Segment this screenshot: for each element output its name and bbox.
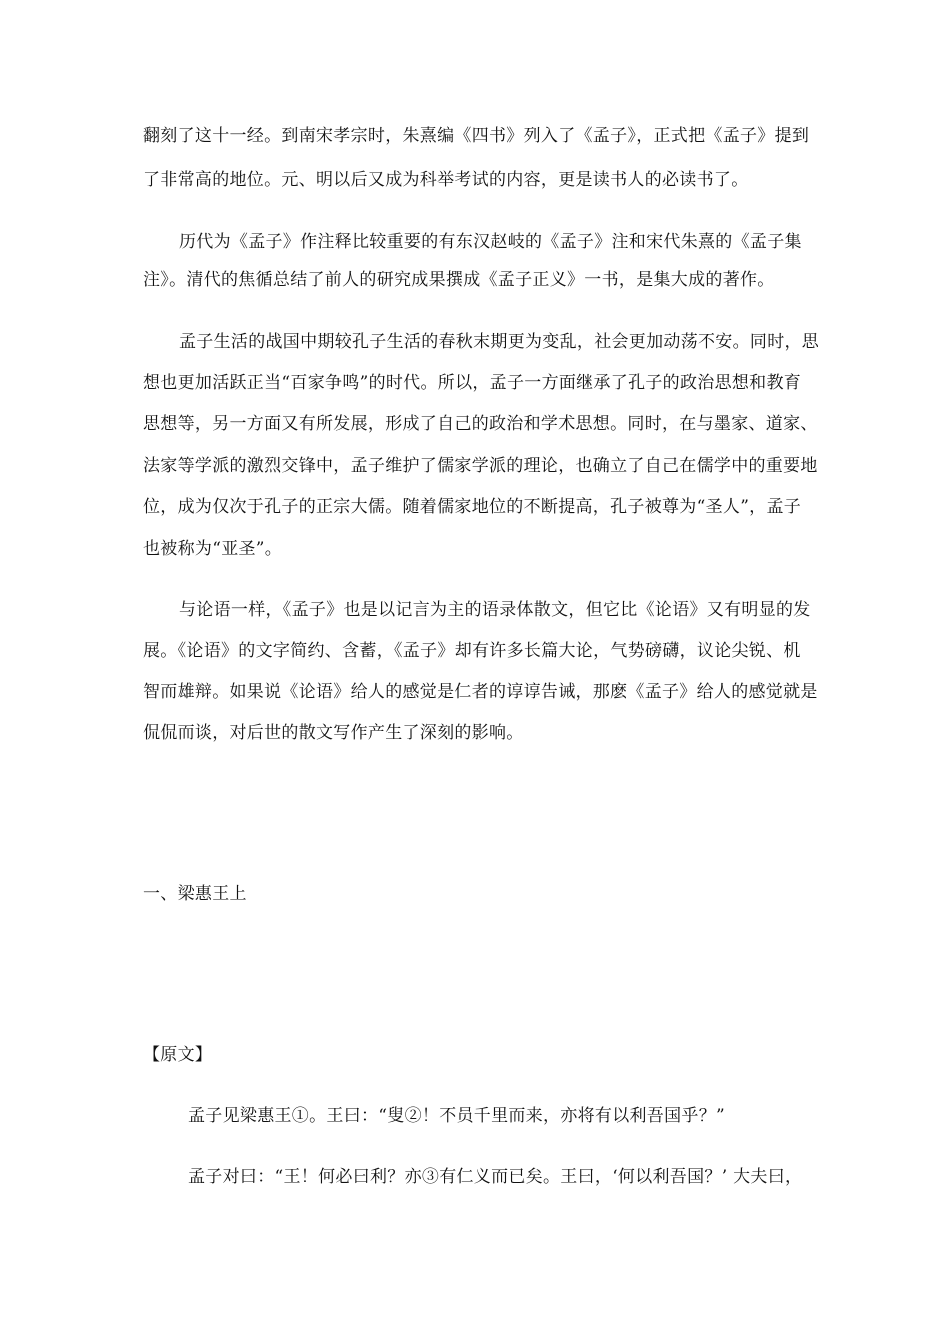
paragraph-line: 位，成为仅次于孔子的正宗大儒。随着儒家地位的不断提高，孔子被尊为“圣人”，孟子 [143, 497, 802, 517]
paragraph-line: 想也更加活跃正当“百家争鸣”的时代。所以，孟子一方面继承了孔子的政治思想和教育 [143, 373, 802, 393]
paragraph-line: 智而雄辩。如果说《论语》给人的感觉是仁者的谆谆告诫，那麽《孟子》给人的感觉就是 [143, 682, 818, 702]
original-text-line: 孟子对曰：“王！何必曰利？亦③有仁义而已矣。王曰，‘何以利吾国？’ 大夫曰， [188, 1167, 803, 1187]
paragraph-line: 了非常高的地位。元、明以后又成为科举考试的内容，更是读书人的必读书了。 [143, 170, 749, 190]
paragraph-line: 孟子生活的战国中期较孔子生活的春秋末期更为变乱，社会更加动荡不安。同时，思 [179, 332, 820, 352]
paragraph-line: 注》。清代的焦循总结了前人的研究成果撰成《孟子正义》一书，是集大成的著作。 [143, 270, 775, 290]
section-heading: 一、梁惠王上 [143, 884, 247, 904]
original-text-label: 【原文】 [143, 1045, 213, 1065]
paragraph-line: 也被称为“亚圣”。 [143, 539, 283, 559]
paragraph-line: 法家等学派的激烈交锋中，孟子维护了儒家学派的理论，也确立了自己在儒学中的重要地 [143, 456, 818, 476]
paragraph-line: 历代为《孟子》作注释比较重要的有东汉赵岐的《孟子》注和宋代朱熹的《孟子集 [179, 232, 802, 252]
paragraph-line: 与论语一样，《孟子》也是以记言为主的语录体散文，但它比《论语》又有明显的发 [179, 600, 811, 620]
paragraph-line: 侃侃而谈，对后世的散文写作产生了深刻的影响。 [143, 723, 524, 743]
original-text-line: 孟子见梁惠王①。王曰：“叟②！不员千里而来，亦将有以利吾国乎？” [188, 1106, 725, 1126]
paragraph-line: 思想等，另一方面又有所发展，形成了自己的政治和学术思想。同时，在与墨家、道家、 [143, 414, 818, 434]
paragraph-line: 翻刻了这十一经。到南宋孝宗时，朱熹编《四书》列入了《孟子》，正式把《孟子》提到 [143, 126, 810, 146]
paragraph-line: 展。《论语》的文字简约、含蓄，《孟子》却有许多长篇大论，气势磅礴，议论尖锐、机 [143, 641, 801, 661]
